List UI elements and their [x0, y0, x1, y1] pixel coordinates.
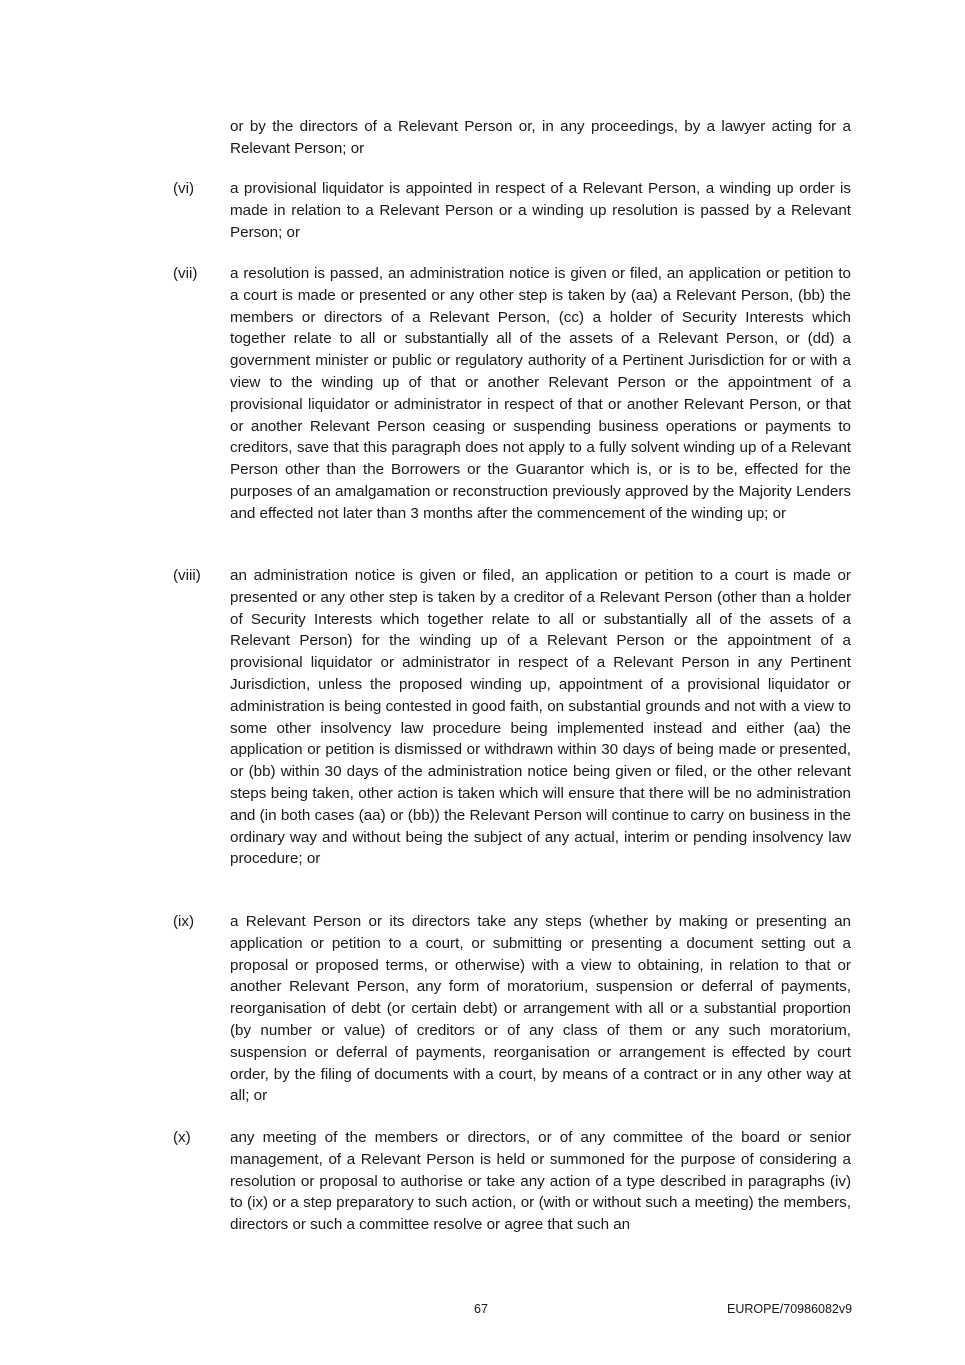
document-reference: EUROPE/70986082v9	[727, 1302, 853, 1316]
item-marker-viii: (viii)	[173, 567, 201, 584]
clause-ix-text: a Relevant Person or its directors take any steps (whether by making or presenting an application or petition to a court, or submitting or presenting a document setting out a proposal or proposed terms, or otherwise) with a view to obtaining, in relation to that or another Relevant Person, any form of moratorium, suspension or deferral of payments, reorganisation of debt (or certain debt) or arrangement with all or a substantial proportion (by number or value) of creditors or of any class of them or any such moratorium, suspension or deferral of payments, reorganisation or arrangement is effected by court order, by the filing of documents with a court, by means of a contract or in any other way at all; or	[230, 913, 851, 1105]
clause-viii-text: an administration notice is given or filed, an application or petition to a court is made or presented or any other step is taken by a creditor of a Relevant Person (other than a holder of Security Interests which together relate to all or substantially all of the assets of a Relevant Person) for the winding up of a Relevant Person or the appointment of a provisional liquidator or administrator in respect of a Relevant Person in any Pertinent Jurisdiction, unless the proposed winding up, appointment of a provisional liquidator or administration is being contested in good faith, on substantial grounds and not with a view to some other insolvency law procedure being implemented instead and either (aa) the application or petition is dismissed or withdrawn within 30 days of being made or presented, or (bb) within 30 days of the administration notice being given or filed, or the other relevant steps being taken, other action is taken which will ensure that there will be no administration and (in both cases (aa) or (bb)) the Relevant Person will continue to carry on business in the ordinary way and without being the subject of any actual, interim or pending insolvency law procedure; or	[230, 567, 851, 868]
clause-x-text: any meeting of the members or directors, or of any committee of the board or senior management, of a Relevant Person is held or summoned for the purpose of considering a resolution or proposal to authorise or take any action of a type described in paragraphs (iv) to (ix) or a step preparatory to such action, or (with or without such a meeting) the members, directors or such a committee resolve or agree that such an	[230, 1129, 851, 1234]
item-marker-ix: (ix)	[173, 913, 195, 930]
item-marker-vi: (vi)	[173, 180, 195, 197]
continuation-paragraph: or by the directors of a Relevant Person or, in any proceedings, by a lawyer acting for a Relevant Person; or	[230, 118, 851, 157]
item-marker-x: (x)	[173, 1129, 191, 1146]
clause-vi-text: a provisional liquidator is appointed in respect of a Relevant Person, a winding up order is made in relation to a Relevant Person or a winding up resolution is passed by a Relevant Person; or	[230, 180, 851, 241]
item-marker-vii: (vii)	[173, 265, 198, 282]
page-number: 67	[474, 1302, 488, 1316]
clause-vii-text: a resolution is passed, an administration notice is given or filed, an application or petition to a court is made or presented or any other step is taken by (aa) a Relevant Person, (bb) the members or directors of a Relevant Person, (cc) a holder of Security Interests which together relate to all or substantially all of the assets of a Relevant Person, or (dd) a government minister or public or regulatory authority of a Pertinent Jurisdiction for or with a view to the winding up of that or another Relevant Person or the appointment of a provisional liquidator or administrator in respect of that or another Relevant Person, or that or another Relevant Person ceasing or suspending business operations or payments to creditors, save that this paragraph does not apply to a fully solvent winding up of a Relevant Person other than the Borrowers or the Guarantor which is, or is to be, effected for the purposes of an amalgamation or reconstruction previously approved by the Majority Lenders and effected not later than 3 months after the commencement of the winding up; or	[230, 265, 851, 522]
